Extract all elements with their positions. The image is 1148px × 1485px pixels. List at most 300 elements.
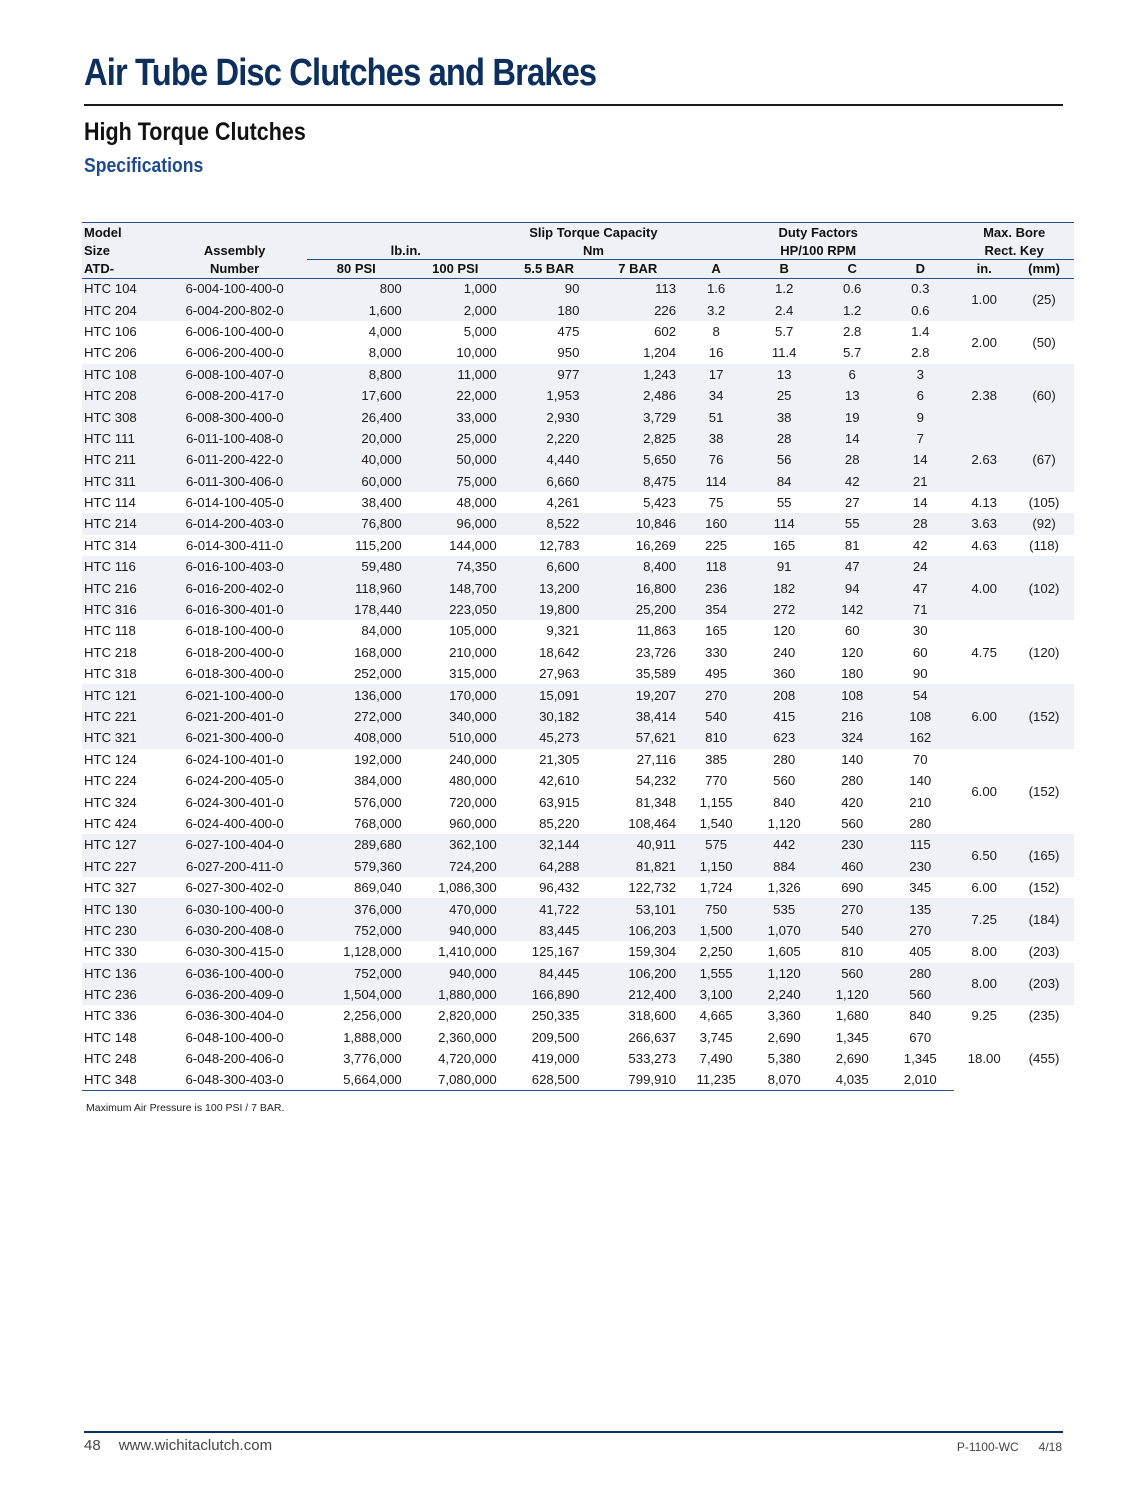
bore-mm-cell: (203): [1028, 944, 1060, 960]
footnote: Maximum Air Pressure is 100 PSI / 7 BAR.: [86, 1102, 285, 1114]
torque-5-5bar-cell: 12,783: [539, 537, 580, 553]
table-row: [82, 599, 1074, 620]
bore-mm-cell: (152): [1028, 709, 1060, 724]
duty-a-cell: 3,100: [699, 987, 733, 1003]
duty-c-cell: 2.8: [843, 323, 862, 339]
torque-80psi-cell: 4,000: [368, 323, 402, 339]
header-number: Number: [162, 260, 306, 279]
table-row: [82, 770, 1074, 791]
duty-c-cell: 270: [841, 901, 864, 917]
bore-mm-cell: (105): [1028, 495, 1060, 511]
torque-80psi-cell: 84,000: [361, 623, 402, 639]
torque-7bar-cell: 799,910: [593, 1069, 682, 1090]
assembly-cell: 6-014-200-403-0: [185, 516, 284, 532]
model-cell: HTC 214: [84, 516, 137, 532]
duty-c-cell: 55: [844, 516, 860, 532]
header-assembly: Assembly: [203, 242, 266, 258]
model-cell: HTC 424: [84, 815, 137, 831]
bore-in-cell: 4.63: [971, 537, 998, 553]
assembly-cell: 6-027-100-404-0: [185, 837, 284, 853]
torque-80psi-cell: 289,680: [354, 837, 402, 853]
torque-100psi-cell: 144,000: [449, 537, 497, 553]
duty-d-cell: 280: [909, 965, 932, 981]
bore-mm-cell: (92): [1032, 516, 1056, 532]
torque-100psi-cell: 2,360,000: [438, 1029, 497, 1045]
duty-a-cell: 1.6: [706, 281, 726, 297]
torque-5-5bar-cell: 90: [564, 281, 580, 297]
torque-80psi-cell: 376,000: [354, 901, 402, 917]
table-row: [82, 1048, 1074, 1069]
torque-80psi-cell: 136,000: [354, 687, 402, 703]
duty-b-cell: 1.2: [774, 281, 794, 297]
duty-d-cell: 1,345: [903, 1051, 937, 1067]
website-link[interactable]: www.wichitaclutch.com: [118, 1437, 273, 1454]
header-mm: (mm): [1014, 260, 1074, 279]
bore-in-cell: 3.63: [971, 516, 998, 532]
duty-d-cell: 0.3: [911, 281, 930, 297]
torque-7bar-cell: 318,600: [628, 1008, 677, 1024]
torque-5-5bar-cell: 950: [557, 345, 580, 361]
torque-80psi-cell: 192,000: [354, 751, 402, 767]
duty-d-cell: 0.6: [911, 302, 930, 318]
assembly-cell: 6-014-300-411-0: [185, 537, 284, 553]
torque-80psi-cell: 800: [379, 281, 402, 297]
bore-in-cell: 4.75: [971, 644, 998, 660]
torque-5-5bar-cell: 27,963: [539, 666, 580, 682]
torque-80psi-cell: 38,400: [361, 495, 402, 511]
duty-c-cell: 560: [841, 965, 864, 981]
model-cell: HTC 118: [84, 623, 136, 639]
header-80psi: 80 PSI: [307, 260, 406, 279]
torque-7bar-cell: 1,204: [643, 345, 677, 361]
duty-d-cell: 71: [912, 602, 928, 618]
assembly-cell: 6-048-100-400-0: [185, 1029, 284, 1045]
torque-7bar-cell: 8,475: [643, 473, 677, 489]
duty-b-cell: 442: [773, 837, 796, 853]
duty-a-cell: 810: [705, 730, 728, 746]
bore-in-cell: 4.13: [971, 495, 998, 511]
duty-c-cell: 540: [841, 922, 864, 938]
header-atd: ATD-: [82, 260, 162, 279]
model-cell: HTC 121: [84, 687, 137, 703]
duty-b-cell: 120: [773, 623, 796, 639]
footer-divider: [84, 1431, 1063, 1433]
duty-b-cell: 360: [773, 666, 796, 682]
torque-5-5bar-cell: 84,445: [539, 965, 580, 981]
duty-d-cell: 135: [909, 901, 932, 917]
bore-in-cell: 6.00: [971, 783, 998, 799]
duty-c-cell: 28: [844, 452, 860, 468]
duty-c-cell: 142: [841, 602, 864, 618]
model-cell: HTC 106: [84, 323, 137, 339]
header-7bar: 7 BAR: [593, 260, 682, 279]
torque-80psi-cell: 1,504,000: [343, 987, 402, 1003]
torque-5-5bar-cell: 21,305: [539, 751, 580, 767]
table-row: [82, 577, 1074, 598]
table-row: [82, 513, 1074, 534]
table-row: [82, 471, 1074, 492]
duty-c-cell: 47: [844, 559, 860, 575]
torque-5-5bar-cell: 977: [557, 366, 580, 382]
torque-100psi-cell: 470,000: [449, 901, 497, 917]
torque-80psi-cell: 272,000: [354, 709, 402, 724]
torque-80psi-cell: 60,000: [361, 473, 402, 489]
torque-100psi-cell: 724,200: [449, 858, 497, 874]
model-cell: HTC 216: [84, 580, 137, 596]
duty-b-cell: 165: [773, 537, 796, 553]
model-cell: HTC 327: [84, 880, 137, 896]
bore-in-cell: 4.00: [971, 580, 998, 596]
torque-5-5bar-cell: 30,182: [539, 709, 580, 724]
torque-5-5bar-cell: 19,800: [539, 602, 580, 618]
table-row: [82, 406, 1074, 427]
torque-80psi-cell: 5,664,000: [307, 1069, 406, 1090]
duty-d-cell: 70: [912, 751, 928, 767]
model-cell: HTC 130: [84, 901, 137, 917]
torque-5-5bar-cell: 8,522: [546, 516, 580, 532]
torque-5-5bar-cell: 83,445: [539, 922, 580, 938]
torque-80psi-cell: 1,888,000: [343, 1029, 402, 1045]
duty-a-cell: 38: [708, 430, 724, 446]
bore-mm-cell: (152): [1028, 880, 1060, 896]
duty-a-cell: 3.2: [706, 302, 726, 318]
table-row: [82, 706, 1074, 727]
torque-5-5bar-cell: 15,091: [539, 687, 580, 703]
duty-c-cell: 420: [841, 794, 864, 810]
bore-mm-cell: (102): [1028, 580, 1060, 596]
header-c: C: [818, 260, 886, 279]
duty-a-cell: 118: [705, 559, 727, 575]
duty-b-cell: 13: [776, 366, 792, 382]
duty-a-cell: 114: [705, 473, 727, 489]
duty-d-cell: 54: [912, 687, 928, 703]
torque-7bar-cell: 38,414: [635, 709, 677, 724]
table-row: [82, 642, 1074, 663]
duty-a-cell: 1,150: [699, 858, 733, 874]
torque-5-5bar-cell: 6,600: [546, 559, 580, 575]
table-body: [82, 278, 1074, 1091]
torque-80psi-cell: 752,000: [354, 965, 402, 981]
torque-100psi-cell: 720,000: [449, 794, 497, 810]
duty-b-cell: 84: [776, 473, 792, 489]
model-cell: HTC 321: [84, 730, 137, 746]
assembly-cell: 6-011-300-406-0: [185, 473, 284, 489]
table-row: [82, 385, 1074, 406]
table-row: [82, 749, 1074, 770]
torque-7bar-cell: 27,116: [636, 751, 677, 767]
torque-100psi-cell: 362,100: [449, 837, 497, 853]
duty-b-cell: 2,690: [767, 1029, 801, 1045]
table-row: [82, 620, 1074, 641]
table-row: [82, 856, 1074, 877]
bore-mm-cell: (165): [1028, 848, 1060, 864]
duty-b-cell: 2.4: [774, 302, 794, 318]
duty-c-cell: 19: [844, 409, 860, 425]
torque-5-5bar-cell: 32,144: [539, 837, 580, 853]
duty-a-cell: 1,500: [699, 922, 733, 938]
table-row: [82, 791, 1074, 812]
duty-d-cell: 14: [912, 452, 928, 468]
duty-a-cell: 16: [708, 345, 724, 361]
torque-5-5bar-cell: 9,321: [546, 623, 580, 639]
torque-5-5bar-cell: 166,890: [531, 987, 580, 1003]
torque-80psi-cell: 118,960: [355, 580, 402, 596]
duty-a-cell: 160: [705, 516, 728, 532]
duty-d-cell: 670: [909, 1029, 932, 1045]
duty-a-cell: 1,555: [699, 965, 733, 981]
torque-7bar-cell: 35,589: [635, 666, 677, 682]
duty-c-cell: 216: [841, 709, 864, 724]
table-row: [82, 342, 1074, 363]
model-cell: HTC 204: [84, 302, 137, 318]
model-cell: HTC 124: [84, 751, 137, 767]
torque-100psi-cell: 48,000: [456, 495, 497, 511]
assembly-cell: 6-018-300-400-0: [185, 666, 284, 682]
assembly-cell: 6-011-100-408-0: [185, 430, 284, 446]
duty-b-cell: 25: [776, 388, 792, 404]
torque-100psi-cell: 340,000: [449, 709, 497, 724]
table-row: [82, 920, 1074, 941]
torque-80psi-cell: 2,256,000: [343, 1008, 402, 1024]
duty-a-cell: 225: [705, 537, 728, 553]
model-cell: HTC 236: [84, 987, 137, 1003]
bore-mm-cell: (203): [1028, 976, 1060, 992]
duty-a-cell: 770: [705, 773, 728, 789]
duty-d-cell: 30: [912, 623, 928, 639]
torque-7bar-cell: 5,423: [643, 495, 677, 511]
duty-c-cell: 42: [844, 473, 860, 489]
model-cell: HTC 127: [84, 837, 137, 853]
torque-5-5bar-cell: 13,200: [539, 580, 580, 596]
duty-d-cell: 162: [909, 730, 932, 746]
duty-d-cell: 140: [909, 773, 932, 789]
duty-b-cell: 280: [773, 751, 796, 767]
duty-b-cell: 182: [773, 580, 796, 596]
duty-c-cell: 1.2: [843, 302, 862, 318]
table-row: [82, 278, 1074, 299]
duty-c-cell: 27: [844, 495, 860, 511]
table-row: [82, 663, 1074, 684]
assembly-cell: 6-006-200-400-0: [185, 345, 284, 361]
model-cell: HTC 104: [84, 281, 137, 297]
torque-80psi-cell: 768,000: [354, 815, 402, 831]
model-cell: HTC 211: [84, 452, 136, 468]
model-cell: HTC 108: [84, 366, 137, 382]
duty-b-cell: 240: [773, 644, 796, 660]
torque-7bar-cell: 122,732: [628, 880, 677, 896]
assembly-cell: 6-006-100-400-0: [185, 323, 284, 339]
bore-mm-cell: (455): [1028, 1051, 1060, 1067]
assembly-cell: 6-014-100-405-0: [185, 495, 284, 511]
duty-d-cell: 6: [916, 388, 924, 404]
duty-b-cell: 11.4: [771, 345, 797, 361]
torque-100psi-cell: 1,410,000: [438, 944, 497, 960]
bore-mm-cell: (67): [1032, 452, 1056, 468]
table-row: [82, 556, 1074, 577]
duty-a-cell: 165: [705, 623, 728, 639]
model-cell: HTC 116: [84, 559, 136, 575]
bore-in-cell: 9.25: [971, 1008, 998, 1024]
assembly-cell: 6-008-100-407-0: [185, 366, 284, 382]
table-row: [82, 449, 1074, 470]
table-row: [82, 1069, 1074, 1090]
model-cell: HTC 111: [84, 430, 135, 446]
torque-5-5bar-cell: 18,642: [539, 644, 580, 660]
bore-mm-cell: (25): [1032, 292, 1056, 308]
assembly-cell: 6-018-100-400-0: [185, 623, 284, 639]
bore-in-cell: 2.38: [971, 388, 998, 404]
duty-a-cell: 75: [708, 495, 724, 511]
duty-c-cell: 13: [844, 388, 860, 404]
duty-c-cell: 6: [848, 366, 856, 382]
torque-100psi-cell: 74,350: [456, 559, 497, 575]
torque-5-5bar-cell: 42,610: [539, 773, 580, 789]
torque-80psi-cell: 17,600: [361, 388, 402, 404]
bore-in-cell: 2.00: [971, 334, 998, 350]
bore-in-cell: 7.25: [971, 912, 998, 928]
duty-b-cell: 3,360: [767, 1008, 801, 1024]
torque-7bar-cell: 212,400: [628, 987, 677, 1003]
table-row: [82, 834, 1074, 855]
model-cell: HTC 114: [84, 495, 136, 511]
model-cell: HTC 336: [84, 1008, 137, 1024]
model-cell: HTC 248: [84, 1051, 137, 1067]
torque-5-5bar-cell: 45,273: [539, 730, 580, 746]
torque-7bar-cell: 81,348: [635, 794, 677, 810]
duty-a-cell: 1,540: [699, 815, 733, 831]
model-cell: HTC 314: [84, 537, 137, 553]
duty-d-cell: 2,010: [886, 1069, 954, 1090]
header-slip-torque: Slip Torque Capacity: [505, 223, 682, 242]
section-title: High Torque Clutches: [84, 118, 306, 146]
duty-d-cell: 280: [909, 815, 932, 831]
table-header: [82, 223, 1074, 279]
duty-d-cell: 345: [909, 880, 932, 896]
duty-c-cell: 180: [841, 666, 864, 682]
assembly-cell: 6-048-300-403-0: [162, 1069, 306, 1090]
bore-in-cell: 8.00: [971, 976, 998, 992]
duty-b-cell: 114: [773, 516, 795, 532]
torque-7bar-cell: 57,621: [635, 730, 677, 746]
torque-5-5bar-cell: 475: [557, 323, 580, 339]
torque-80psi-cell: 252,000: [354, 666, 402, 682]
header-lbin: lb.in.: [307, 241, 505, 260]
duty-d-cell: 7: [916, 430, 924, 446]
duty-c-cell: 560: [841, 815, 864, 831]
duty-c-cell: 5.7: [843, 345, 862, 361]
duty-d-cell: 560: [909, 987, 932, 1003]
duty-c-cell: 2,690: [835, 1051, 869, 1067]
torque-80psi-cell: 59,480: [361, 559, 402, 575]
duty-b-cell: 884: [773, 858, 796, 874]
duty-c-cell: 14: [844, 430, 860, 446]
bore-in-cell: 6.50: [971, 848, 998, 864]
subsection-title: Specifications: [84, 155, 204, 177]
bore-mm-cell: (184): [1028, 912, 1060, 928]
model-cell: HTC 206: [84, 345, 137, 361]
torque-100psi-cell: 2,000: [463, 302, 497, 318]
duty-d-cell: 47: [912, 580, 928, 596]
table-row: [82, 321, 1074, 342]
header-model: Model: [82, 223, 162, 242]
bore-in-cell: 1.00: [971, 292, 998, 308]
duty-d-cell: 3: [916, 366, 924, 382]
torque-100psi-cell: 315,000: [449, 666, 497, 682]
duty-a-cell: 8: [712, 323, 720, 339]
bore-mm-cell: (60): [1032, 388, 1056, 404]
duty-a-cell: 11,235: [682, 1069, 750, 1090]
duty-b-cell: 1,326: [767, 880, 801, 896]
assembly-cell: 6-024-300-401-0: [185, 794, 284, 810]
assembly-cell: 6-048-200-406-0: [185, 1051, 284, 1067]
model-cell: HTC 148: [84, 1029, 137, 1045]
model-cell: HTC 224: [84, 773, 137, 789]
duty-c-cell: 280: [841, 773, 864, 789]
header-nm: Nm: [505, 241, 682, 260]
torque-80psi-cell: 168,000: [354, 644, 402, 660]
torque-80psi-cell: 20,000: [361, 430, 402, 446]
torque-100psi-cell: 4,720,000: [438, 1051, 497, 1067]
duty-b-cell: 560: [773, 773, 796, 789]
table-row: [82, 813, 1074, 834]
bore-mm-cell: (120): [1028, 644, 1060, 660]
duty-a-cell: 76: [708, 452, 724, 468]
torque-7bar-cell: 108,464: [628, 815, 677, 831]
duty-d-cell: 115: [909, 837, 931, 853]
table-row: [82, 1005, 1074, 1026]
duty-b-cell: 272: [773, 602, 796, 618]
torque-100psi-cell: 480,000: [449, 773, 497, 789]
torque-100psi-cell: 1,000: [463, 281, 497, 297]
torque-100psi-cell: 105,000: [449, 623, 497, 639]
duty-b-cell: 5,380: [767, 1051, 801, 1067]
table-row: [82, 535, 1074, 556]
assembly-cell: 6-030-200-408-0: [185, 922, 284, 938]
duty-b-cell: 623: [773, 730, 796, 746]
duty-d-cell: 24: [912, 559, 928, 575]
table-row: [82, 299, 1074, 320]
torque-5-5bar-cell: 628,500: [505, 1069, 594, 1090]
assembly-cell: 6-024-200-405-0: [185, 773, 284, 789]
torque-100psi-cell: 940,000: [449, 922, 497, 938]
torque-7bar-cell: 11,863: [636, 623, 677, 639]
torque-7bar-cell: 81,821: [635, 858, 677, 874]
torque-5-5bar-cell: 2,220: [546, 430, 580, 446]
torque-80psi-cell: 1,128,000: [343, 944, 402, 960]
torque-100psi-cell: 75,000: [456, 473, 497, 489]
header-b: B: [750, 260, 818, 279]
torque-80psi-cell: 8,800: [368, 366, 402, 382]
assembly-cell: 6-021-200-401-0: [185, 709, 284, 724]
duty-a-cell: 236: [705, 580, 728, 596]
torque-80psi-cell: 869,040: [354, 880, 402, 896]
duty-c-cell: 60: [844, 623, 860, 639]
bore-mm-cell: (152): [1028, 783, 1060, 799]
torque-100psi-cell: 1,880,000: [438, 987, 497, 1003]
assembly-cell: 6-008-200-417-0: [185, 388, 284, 404]
model-cell: HTC 218: [84, 644, 137, 660]
assembly-cell: 6-036-300-404-0: [185, 1008, 284, 1024]
duty-a-cell: 17: [708, 366, 724, 382]
duty-a-cell: 540: [705, 709, 728, 724]
table-row: [82, 877, 1074, 898]
torque-80psi-cell: 40,000: [361, 452, 402, 468]
duty-b-cell: 535: [773, 901, 796, 917]
duty-d-cell: 405: [909, 944, 932, 960]
torque-80psi-cell: 1,600: [368, 302, 402, 318]
duty-d-cell: 210: [909, 794, 932, 810]
duty-d-cell: 840: [909, 1008, 932, 1024]
